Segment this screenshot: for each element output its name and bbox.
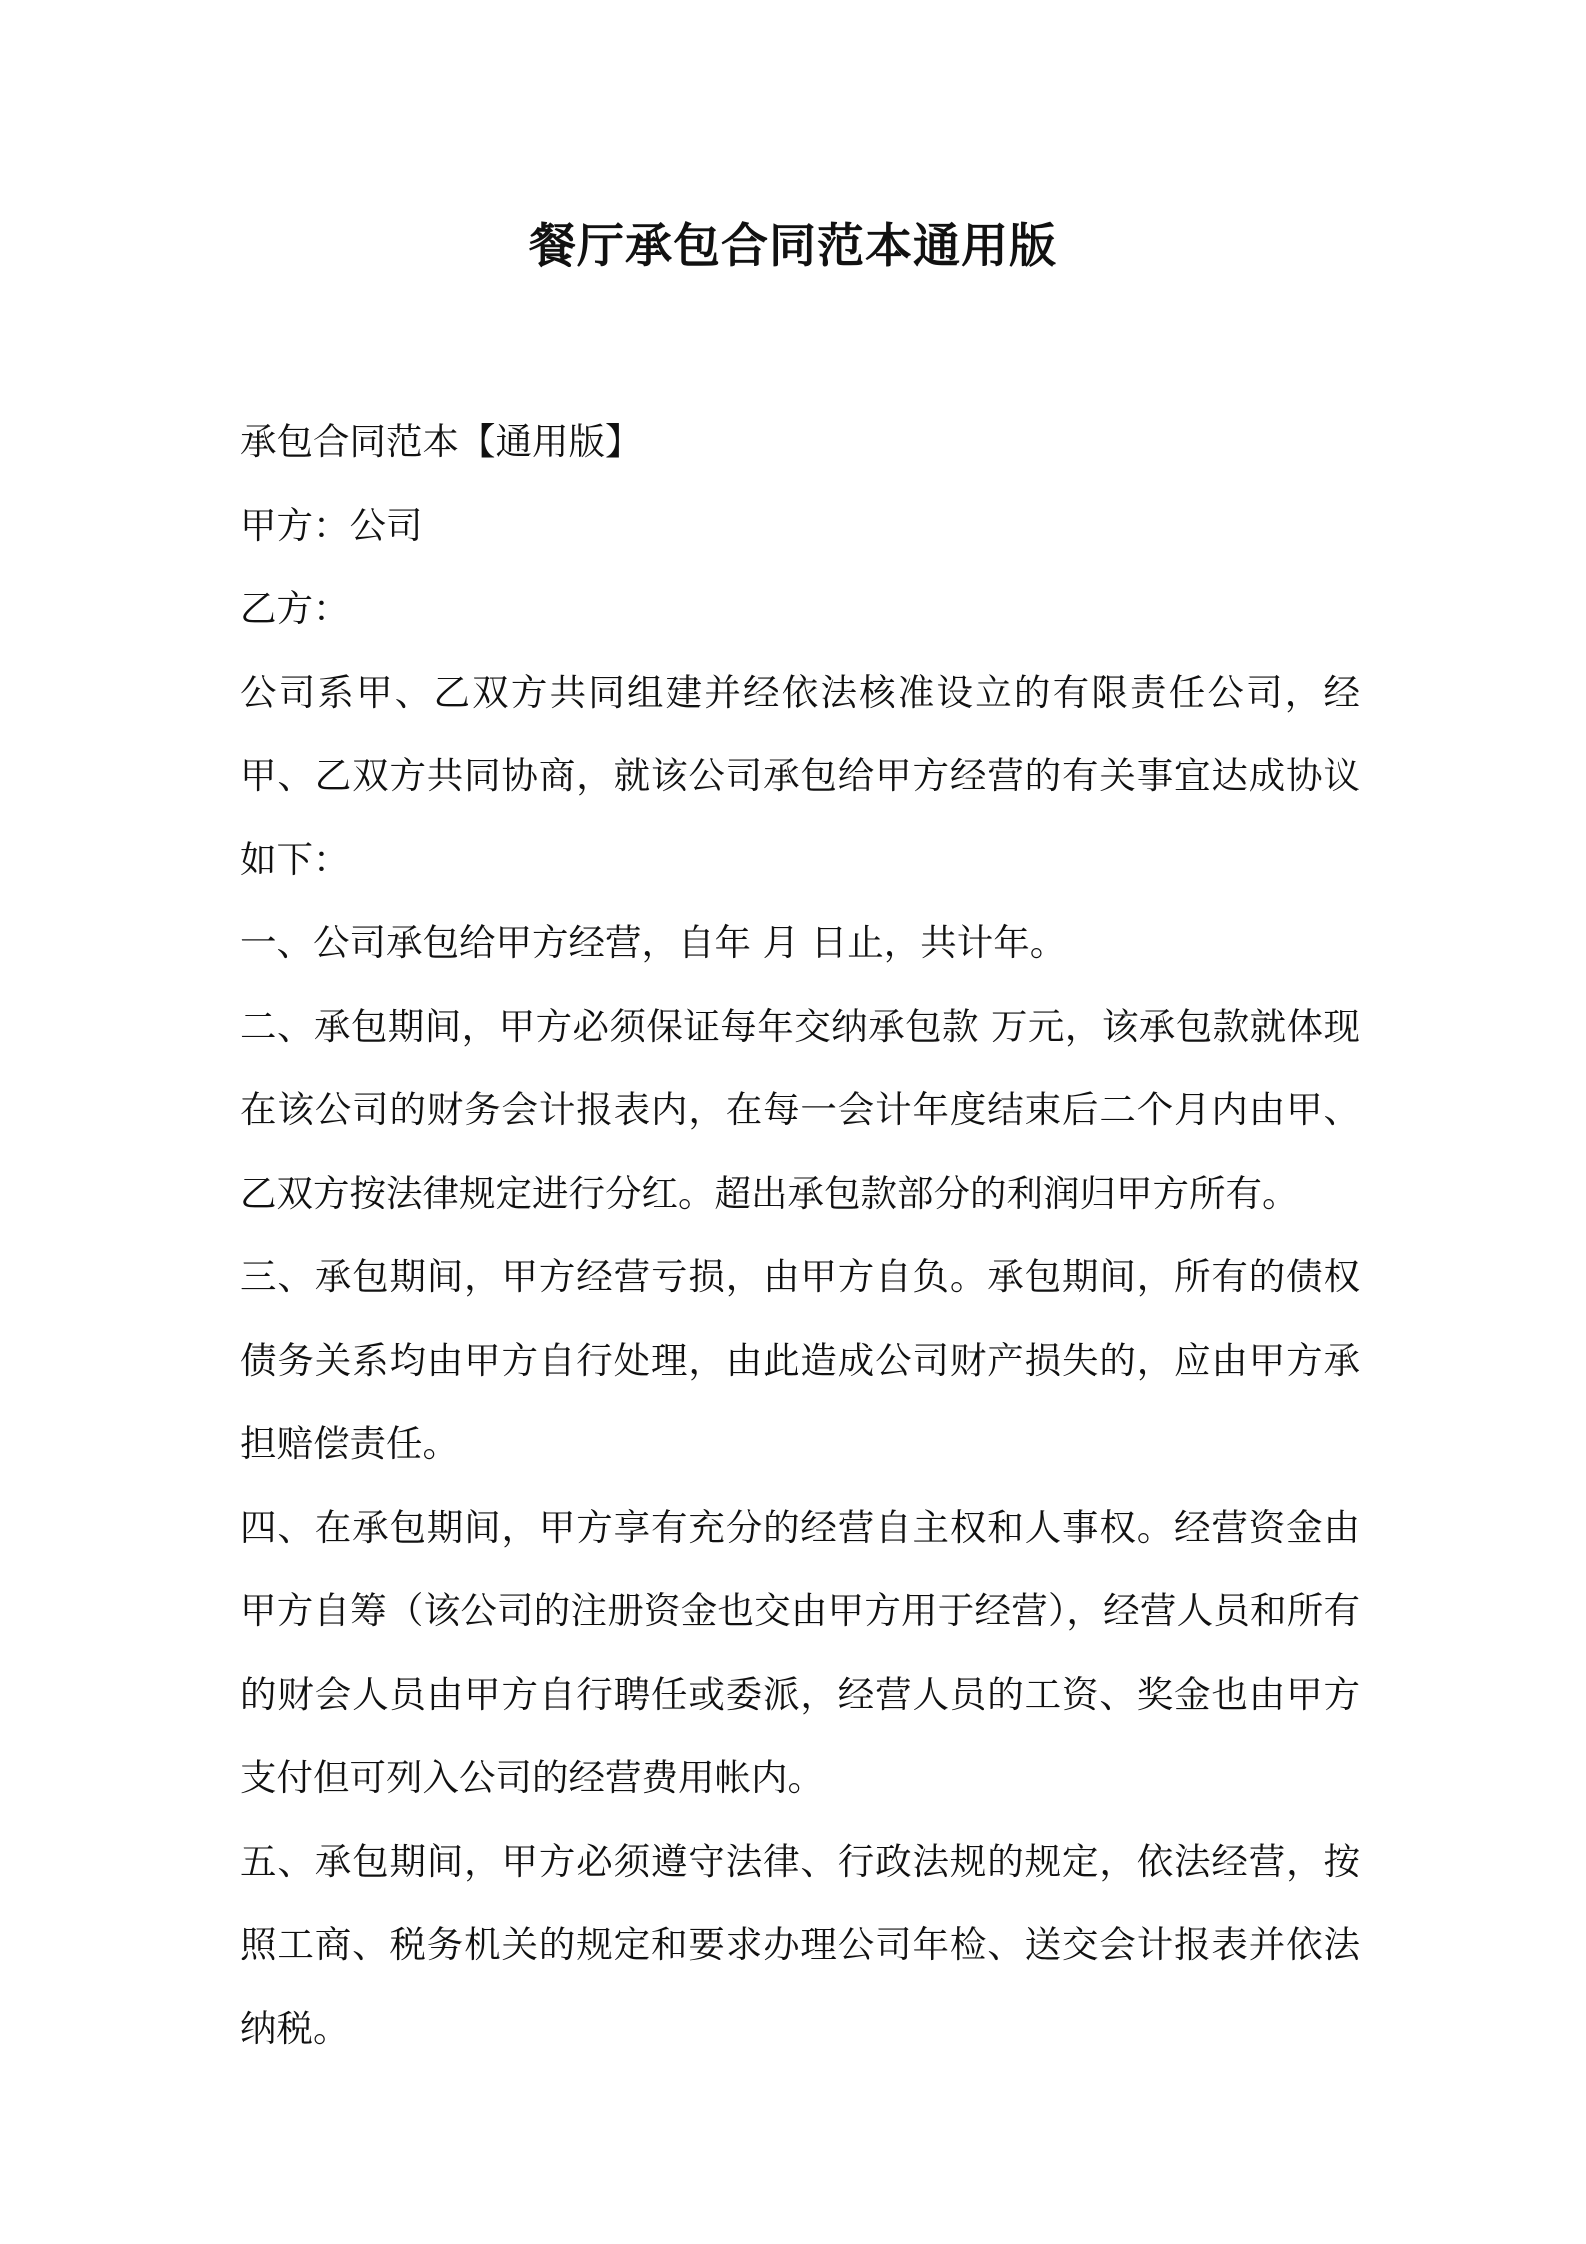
clause-4: 四、在承包期间，甲方享有充分的经营自主权和人事权。经营资金由甲方自筹（该公司的注册资金也交由甲方用于经营），经营人员和所有的财会人员由甲方自行聘任或委派，经营人员的工资、奖金也由甲方支付但可列入公司的经营费用帐内。 <box>240 1505 1360 1799</box>
document-title: 餐厅承包合同范本通用版 <box>529 219 1057 274</box>
party-b-line: 乙方： <box>240 587 350 630</box>
subtitle-line: 承包合同范本【通用版】 <box>240 420 642 463</box>
clause-3: 三、承包期间，甲方经营亏损，由甲方自负。承包期间，所有的债权债务关系均由甲方自行处理，由此造成公司财产损失的，应由甲方承担赔偿责任。 <box>240 1255 1360 1465</box>
clause-5: 五、承包期间，甲方必须遵守法律、行政法规的规定，依法经营，按照工商、税务机关的规定和要求办理公司年检、送交会计报表并依法纳税。 <box>240 1839 1360 2050</box>
party-a-line: 甲方：公司 <box>240 503 423 547</box>
document-body <box>240 400 1360 2070</box>
clause-2: 二、承包期间，甲方必须保证每年交纳承包款 万元，该承包款就体现在该公司的财务会计报表内，在每一会计年度结束后二个月内由甲、乙双方按法律规定进行分红。超出承包款部分的利润归甲方所有。 <box>240 1004 1360 1215</box>
clause-1: 一、公司承包给甲方经营，自年 月 日止，共计年。 <box>240 921 1067 964</box>
preamble-paragraph: 公司系甲、乙双方共同组建并经依法核准设立的有限责任公司，经甲、乙双方共同协商，就该公司承包给甲方经营的有关事宜达成协议如下： <box>240 670 1360 881</box>
